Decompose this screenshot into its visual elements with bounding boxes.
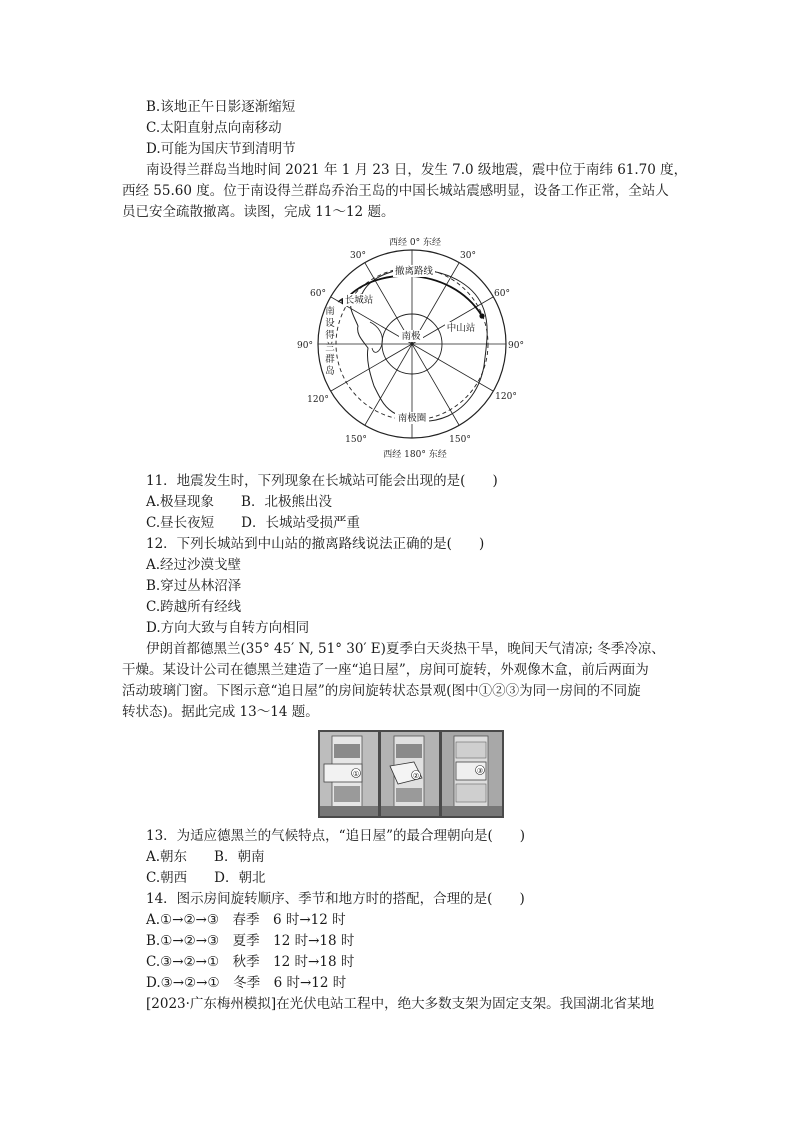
south-pole-label: 南极 bbox=[401, 331, 421, 342]
sun-tracking-house-photos bbox=[318, 730, 504, 818]
question-12-option-c: C.跨越所有经线 bbox=[146, 599, 242, 615]
photo-panel-2 bbox=[381, 732, 439, 816]
photo-label-2: ② bbox=[412, 772, 420, 780]
deg-60-right: 60° bbox=[494, 289, 510, 299]
question-11-options-ab: A.极昼现象 B．北极熊出没 bbox=[146, 494, 332, 510]
photo-label-1: ① bbox=[352, 770, 360, 778]
question-12-stem: 12．下列长城站到中山站的撤离路线说法正确的是( ) bbox=[146, 536, 485, 552]
meridian-lines bbox=[318, 250, 506, 438]
question-12-option-d: D.方向大致与自转方向相同 bbox=[146, 620, 310, 636]
option-c-prev: C.太阳直射点向南移动 bbox=[146, 120, 282, 136]
passage-2-line-2: 干燥。某设计公司在德黑兰建造了一座“追日屋”，房间可旋转，外观像木盒，前后两面为 bbox=[122, 662, 649, 678]
island-char-2: 设 bbox=[325, 318, 335, 329]
deg-120-left: 120° bbox=[307, 395, 329, 405]
passage-1-line-2: 西经 55.60 度。位于南设得兰群岛乔治王岛的中国长城站震感明显，设备工作正常，全站人 bbox=[122, 183, 669, 199]
question-14-stem: 14．图示房间旋转顺序、季节和地方时的搭配，合理的是( ) bbox=[146, 891, 525, 907]
photo-panel-3 bbox=[442, 732, 502, 816]
question-13-options-cd: C.朝西 D．朝北 bbox=[146, 870, 266, 886]
deg-120-right: 120° bbox=[495, 392, 517, 402]
question-14-option-a: A.①→②→③ 春季 6 时→12 时 bbox=[146, 912, 346, 928]
question-13-stem: 13．为适应德黑兰的气候特点，“追日屋”的最合理朝向是( ) bbox=[146, 828, 526, 844]
question-13-options-ab: A.朝东 B．朝南 bbox=[146, 849, 265, 865]
deg-150-left: 150° bbox=[345, 435, 367, 445]
passage-1-line-1: 南设得兰群岛当地时间 2021 年 1 月 23 日，发生 7.0 级地震，震中位于南纬 61.70 度， bbox=[146, 162, 688, 178]
island-char-1: 南 bbox=[325, 306, 335, 317]
great-wall-label: 长城站 bbox=[344, 295, 374, 306]
deg-30-right: 30° bbox=[460, 251, 476, 261]
antarctic-circle-label: 南极圈 bbox=[397, 413, 427, 424]
passage-2-line-4: 转状态)。据此完成 13～14 题。 bbox=[122, 704, 319, 720]
ross-sea-coast bbox=[370, 322, 382, 352]
deg-30-left: 30° bbox=[350, 251, 366, 261]
island-char-4: 兰 bbox=[325, 342, 335, 353]
map-bottom-label: 西经 180° 东经 bbox=[383, 450, 447, 460]
passage-1-line-3: 员已安全疏散撤离。读图，完成 11～12 题。 bbox=[122, 204, 395, 220]
route-label: 撤离路线 bbox=[394, 266, 434, 277]
question-14-option-c: C.③→②→① 秋季 12 时→18 时 bbox=[146, 954, 355, 970]
question-11-stem: 11．地震发生时，下列现象在长城站可能会出现的是( ) bbox=[146, 473, 498, 489]
photo-panel-1 bbox=[320, 732, 378, 816]
question-11-options-cd: C.昼长夜短 D．长城站受损严重 bbox=[146, 515, 360, 531]
question-12-option-b: B.穿过丛林沼泽 bbox=[146, 578, 242, 594]
zhongshan-label: 中山站 bbox=[446, 323, 476, 334]
deg-60-left: 60° bbox=[310, 289, 326, 299]
island-char-3: 得 bbox=[325, 330, 335, 341]
island-char-5: 群 bbox=[325, 354, 335, 365]
passage-3-line-1: [2023·广东梅州模拟]在光伏电站工程中，绝大多数支架为固定支架。我国湖北省某地 bbox=[146, 996, 655, 1012]
passage-2-line-1: 伊朗首都德黑兰(35° 45′ N, 51° 30′ E)夏季白天炎热干旱，晚间天气清凉; 冬季冷凉、 bbox=[146, 641, 665, 657]
antarctica-map-figure bbox=[297, 236, 530, 460]
photo-label-3: ③ bbox=[476, 767, 484, 775]
zhongshan-station-dot bbox=[479, 313, 484, 318]
question-14-option-d: D.③→②→① 冬季 6 时→12 时 bbox=[146, 975, 347, 991]
option-b-prev: B.该地正午日影逐渐缩短 bbox=[146, 99, 296, 115]
question-12-option-a: A.经过沙漠戈壁 bbox=[146, 557, 242, 573]
option-d-prev: D.可能为国庆节到清明节 bbox=[146, 141, 296, 157]
deg-90-right: 90° bbox=[508, 341, 524, 351]
passage-2-line-3: 活动玻璃门窗。下图示意“追日屋”的房间旋转状态景观(图中①②③为同一房间的不同旋 bbox=[122, 683, 641, 699]
map-top-label: 西经 0° 东经 bbox=[389, 238, 441, 248]
deg-150-right: 150° bbox=[449, 435, 471, 445]
question-14-option-b: B.①→②→③ 夏季 12 时→18 时 bbox=[146, 933, 355, 949]
deg-90-left: 90° bbox=[297, 341, 313, 351]
island-char-6: 岛 bbox=[325, 366, 335, 377]
